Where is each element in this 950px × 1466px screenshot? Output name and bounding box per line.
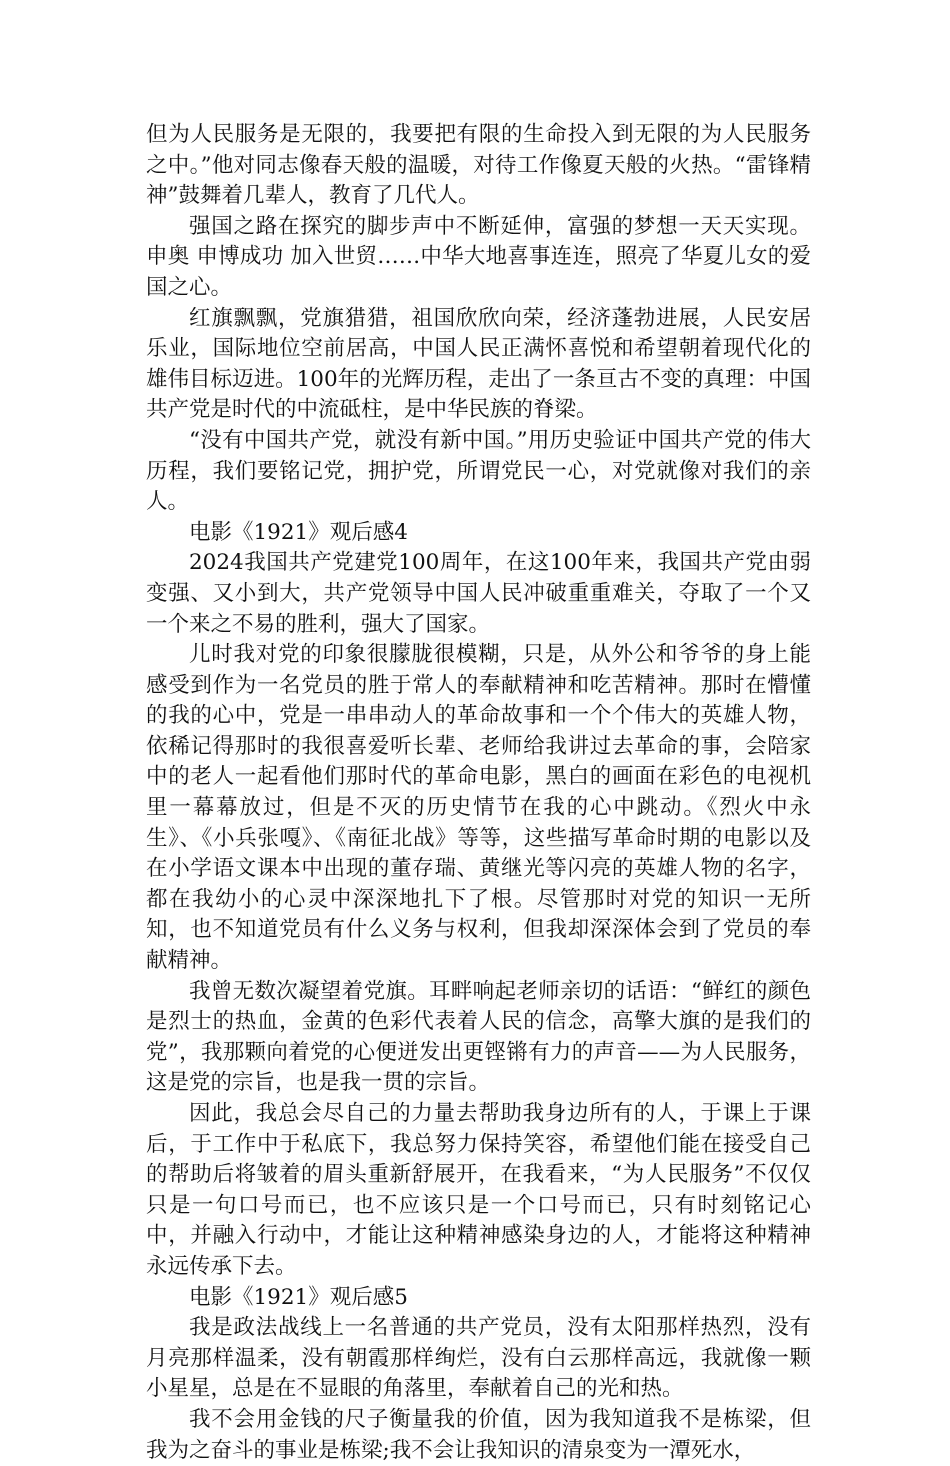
document-body — [146, 120, 811, 1466]
paragraph: 2024我国共产党建党100周年，在这100年来，我国共产党由弱变强、又小到大，共产党领导中国人民冲破重重难关，夺取了一个又一个来之不易的胜利，强大了国家。 — [146, 550, 811, 637]
paragraph: 红旗飘飘，党旗猎猎，祖国欣欣向荣，经济蓬勃进展，人民安居乐业，国际地位空前居高，中国人民正满怀喜悦和希望朝着现代化的雄伟目标迈进。100年的光辉历程，走出了一条亘古不变的真理：中国共产党是时代的中流砥柱，是中华民族的脊梁。 — [146, 305, 811, 423]
paragraph: “没有中国共产党，就没有新中国。”用历史验证中国共产党的伟大历程，我们要铭记党，拥护党，所谓党民一心，对党就像对我们的亲人。 — [146, 427, 811, 515]
paragraph: 强国之路在探究的脚步声中不断延伸，富强的梦想一天天实现。申奥 申博成功 加入世贸……中华大地喜事连连，照亮了华夏儿女的爱国之心。 — [146, 213, 811, 300]
section-heading: 电影《1921》观后感5 — [189, 1284, 408, 1310]
paragraph: 但为人民服务是无限的，我要把有限的生命投入到无限的为人民服务之中。”他对同志像春天般的温暖，对待工作像夏天般的火热。“雷锋精神”鼓舞着几辈人，教育了几代人。 — [146, 122, 811, 209]
paragraph: 我不会用金钱的尺子衡量我的价值，因为我知道我不是栋梁，但我为之奋斗的事业是栋梁;我不会让我知识的清泉变为一潭死水， — [146, 1406, 811, 1463]
paragraph: 我曾无数次凝望着党旗。耳畔响起老师亲切的话语：“鲜红的颜色是烈士的热血，金黄的色彩代表着人民的信念，高擎大旗的是我们的党”，我那颗向着党的心便迸发出更铿锵有力的声音——为人民服务，这是党的宗旨，也是我一贯的宗旨。 — [146, 978, 811, 1096]
paragraph: 儿时我对党的印象很朦胧很模糊，只是，从外公和爷爷的身上能感受到作为一名党员的胜于常人的奉献精神和吃苦精神。那时在懵懂的我的心中，党是一串串动人的革命故事和一个个伟大的英雄人物，依稀记得那时的我很喜爱听长辈、老师给我讲过去革命的事，会陪家中的老人一起看他们那时代的革命电影，黑白的画面在彩色的电视机里一幕幕放过，但是不灭的历史情节在我的心中跳动。《烈火中永生》、《小兵张嘎》、《南征北战》等等，这些描写革命时期的电影以及在小学语文课本中出现的董存瑞、黄继光等闪亮的英雄人物的名字，都在我幼小的心灵中深深地扎下了根。尽管那时对党的知识一无所知，也不知道党员有什么义务与权利，但我却深深体会到了党员的奉献精神。 — [146, 642, 811, 974]
section-heading: 电影《1921》观后感4 — [189, 519, 408, 545]
paragraph: 因此，我总会尽自己的力量去帮助我身边所有的人，于课上于课后，于工作中于私底下，我总努力保持笑容，希望他们能在接受自己的帮助后将皱着的眉头重新舒展开，在我看来，“为人民服务”不仅仅只是一句口号而已，也不应该只是一个口号而已，只有时刻铭记心中，并融入行动中，才能让这种精神感染身边的人，才能将这种精神永远传承下去。 — [146, 1101, 811, 1279]
paragraph: 我是政法战线上一名普通的共产党员，没有太阳那样热烈，没有月亮那样温柔，没有朝霞那样绚烂，没有白云那样高远，我就像一颗小星星，总是在不显眼的角落里，奉献着自己的光和热。 — [146, 1315, 811, 1402]
